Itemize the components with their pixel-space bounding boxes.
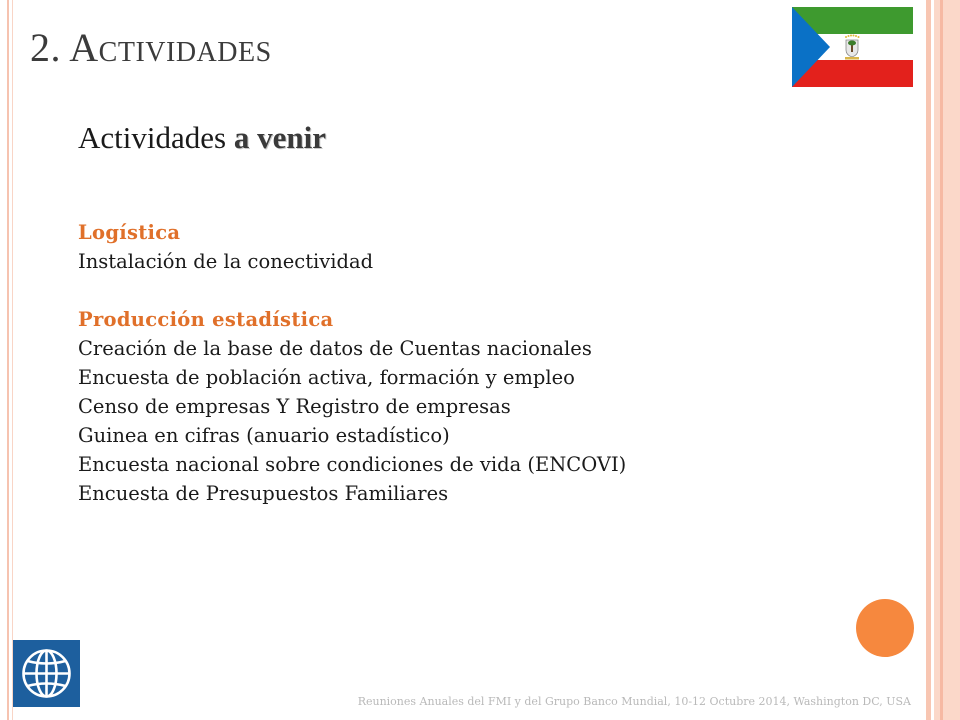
list-item: Encuesta de Presupuestos Familiares [78, 482, 449, 505]
list-item: Encuesta de población activa, formación y empleo [78, 366, 575, 389]
subheading-prefix: Actividades [78, 120, 234, 155]
world-bank-globe-icon [13, 640, 80, 707]
list-item: Instalación de la conectividad [78, 250, 374, 273]
list-item: Censo de empresas Y Registro de empresas [78, 395, 511, 418]
subheading [78, 120, 326, 156]
decorative-orange-circle [856, 599, 914, 657]
right-decorative-stripes [922, 0, 960, 720]
activities-content [78, 218, 778, 508]
equatorial-guinea-flag-icon [792, 7, 913, 87]
footer-text: Reuniones Anuales del FMI y del Grupo Banco Mundial, 10-12 Octubre 2014, Washington DC, USA [357, 695, 911, 708]
left-decorative-rule-thin [12, 0, 13, 720]
section-spacer [78, 276, 778, 305]
section-heading-produccion: Producción estadística [78, 308, 334, 331]
section-heading-logistica: Logística [78, 221, 181, 244]
subheading-accent: a venir [233, 120, 326, 155]
list-item: Encuesta nacional sobre condiciones de vida (ENCOVI) [78, 453, 627, 476]
list-item: Creación de la base de datos de Cuentas nacionales [78, 337, 592, 360]
list-item: Guinea en cifras (anuario estadístico) [78, 424, 450, 447]
slide-title: 2. Actividades [30, 25, 272, 70]
left-decorative-rule [7, 0, 9, 720]
